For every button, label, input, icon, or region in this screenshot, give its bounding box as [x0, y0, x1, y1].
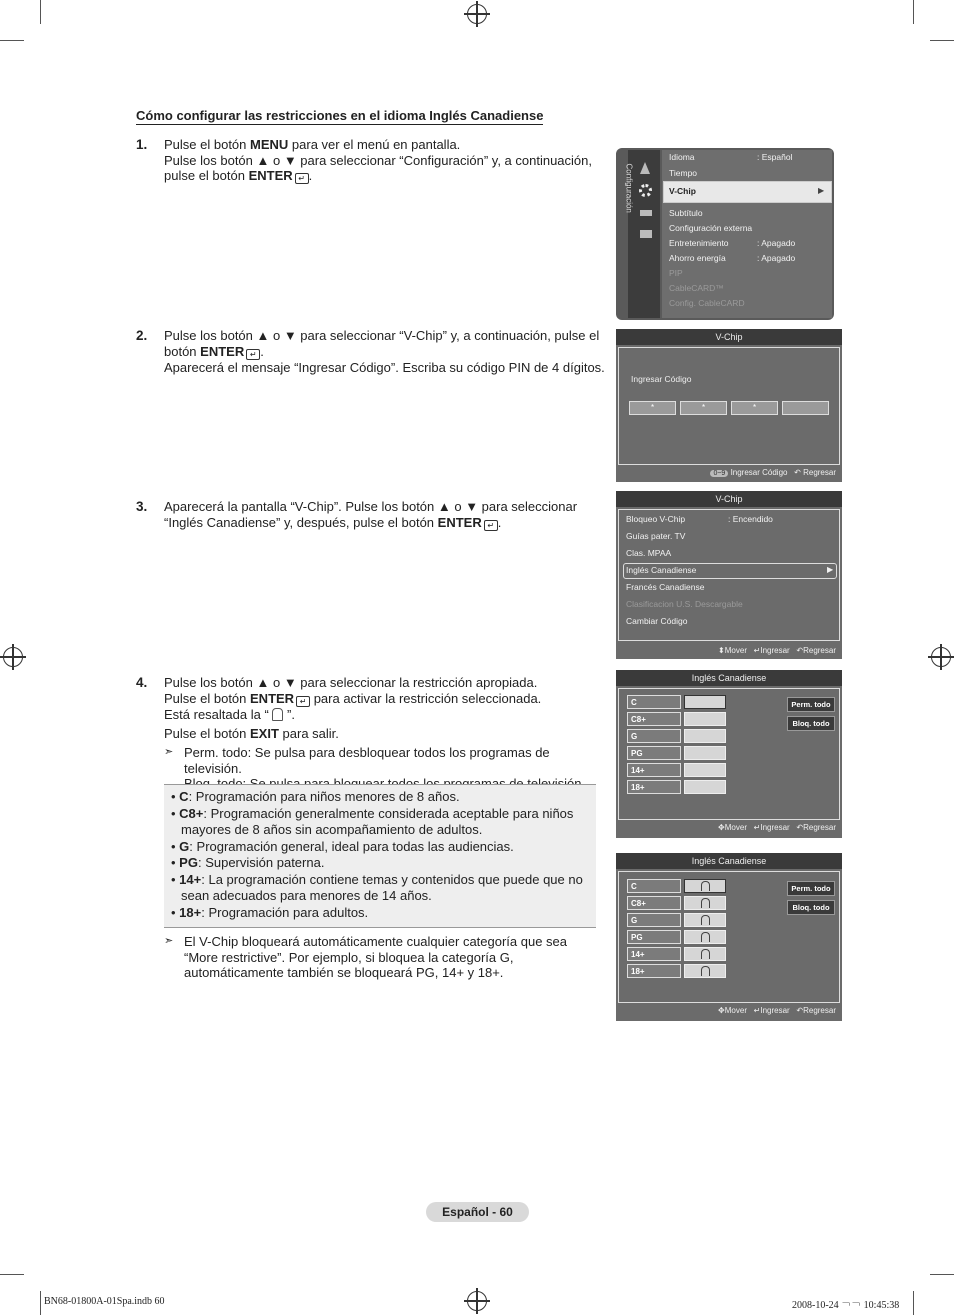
enter-icon: ↵ [296, 696, 310, 707]
registration-mark-icon [931, 647, 951, 667]
step-number: 3. [136, 499, 148, 514]
lock-icon [701, 966, 710, 976]
screen-body [618, 871, 840, 1003]
input-icon [640, 210, 652, 216]
rating-label: PG [627, 746, 681, 760]
app-icon [640, 230, 652, 238]
ratings-list [171, 789, 591, 921]
rating-label: G [627, 729, 681, 743]
menu-item[interactable]: Inglés Canadiense [626, 565, 697, 575]
crop-mark [0, 40, 24, 41]
registration-mark-icon [467, 4, 487, 24]
enter-icon: ↵ [484, 520, 498, 531]
menu-item[interactable]: Configuración externa [669, 223, 753, 233]
screen-body [618, 688, 840, 820]
menu-item[interactable]: Entretenimiento [669, 238, 729, 248]
step-number: 1. [136, 137, 148, 152]
screen-body [618, 347, 840, 465]
pin-digit-field[interactable]: * [629, 401, 676, 415]
page-number: Español - 60 [426, 1202, 529, 1222]
step-4-text: Pulse los botón ▲ o ▼ para seleccionar la restricción apropiada. Pulse el botón ENTER ↵ para activar la restricción seleccionada. Está resaltada la “ ”. Pulse el botón EXIT para salir. [164, 675, 542, 741]
menu-item[interactable]: Tiempo [669, 168, 698, 178]
screen-title: V-Chip [616, 329, 842, 345]
vchip-pin-screen [616, 329, 842, 482]
menu-item[interactable]: Config. CableCARD [669, 298, 745, 308]
return-icon: ↶ [796, 823, 804, 832]
rating-lock-cell[interactable] [684, 930, 726, 944]
lock-icon [701, 898, 710, 908]
bloq-todo-button[interactable]: Bloq. todo [787, 716, 835, 731]
perm-todo-button[interactable]: Perm. todo [787, 881, 835, 896]
rating-label: C [627, 879, 681, 893]
rating-item-cont: sean adecuados para menores de 14 años. [181, 888, 432, 903]
crop-mark [930, 1274, 954, 1275]
move-icon: ✥ [718, 1006, 725, 1015]
move-icon: ⬍ [718, 646, 725, 655]
rating-label: C8+ [627, 896, 681, 910]
section-heading: Cómo configurar las restricciones en el idioma Inglés Canadiense [136, 108, 544, 123]
screen-body [618, 509, 840, 641]
note-arrow-icon: ➣ [164, 746, 174, 758]
return-icon: ↶ [796, 1006, 804, 1015]
arrow-right-icon: ▶ [818, 186, 825, 195]
arrow-right-icon: ▶ [827, 565, 834, 574]
vchip-menu-screen [616, 491, 842, 659]
lock-icon [701, 932, 710, 942]
crop-mark [913, 1291, 914, 1315]
crop-mark [40, 0, 41, 24]
menu-item-value: : Encendido [728, 514, 773, 524]
return-icon: ↶ [796, 646, 804, 655]
menu-item[interactable]: Clasificacion U.S. Descargable [626, 599, 743, 609]
pin-prompt: Ingresar Código [631, 374, 692, 384]
note-2: El V-Chip bloqueará automáticamente cualquier categoría que sea “More restrictive”. Por ejemplo, si bloquea la categoría G, automáticamente también se bloqueará PG, 14+ y 18+. [184, 934, 568, 980]
return-icon: ↶ [794, 468, 801, 477]
crop-mark [0, 1274, 24, 1275]
menu-item[interactable]: PIP [669, 268, 683, 278]
pin-digit-field[interactable]: * [680, 401, 727, 415]
crop-mark [913, 0, 914, 24]
rating-cell[interactable] [684, 729, 726, 743]
screen-title: Inglés Canadiense [616, 853, 842, 869]
rating-cell[interactable] [684, 695, 726, 709]
enter-icon: ↵ [295, 173, 309, 184]
enter-icon: ↵ [753, 646, 761, 655]
menu-item[interactable]: CableCARD™ [669, 283, 724, 293]
menu-item[interactable]: Ahorro energía [669, 253, 726, 263]
rating-lock-cell[interactable] [684, 879, 726, 893]
pin-digit-field[interactable]: * [731, 401, 778, 415]
step-number: 4. [136, 675, 148, 690]
screen-footer: ⬍Mover ↵Ingresar ↶Regresar [718, 646, 836, 655]
menu-item[interactable]: Bloqueo V-Chip [626, 514, 686, 524]
rating-label: 14+ [627, 947, 681, 961]
screen-title: V-Chip [616, 491, 842, 507]
menu-item[interactable]: Clas. MPAA [626, 548, 672, 558]
crop-mark [40, 1291, 41, 1315]
menu-item[interactable]: Subtítulo [669, 208, 703, 218]
note-arrow-icon: ➣ [164, 935, 174, 947]
menu-item-value: : Apagado [757, 238, 796, 248]
rating-cell[interactable] [684, 712, 726, 726]
menu-item-value: : Apagado [757, 253, 796, 263]
configuracion-menu-screen [616, 148, 834, 320]
menu-item[interactable]: Guías pater. TV [626, 531, 686, 541]
step-3-text: Aparecerá la pantalla “V-Chip”. Pulse los botón ▲ o ▼ para seleccionar “Inglés Canadiense” y, después, pulse el botón ENTER ↵ . [164, 499, 578, 530]
crop-mark [930, 40, 954, 41]
bloq-todo-button[interactable]: Bloq. todo [787, 900, 835, 915]
menu-item[interactable]: Idioma [669, 152, 695, 162]
ingles-canadiense-locked-screen [616, 853, 842, 1021]
step-2-text: Pulse los botón ▲ o ▼ para seleccionar “V-Chip” y, a continuación, pulse el botón ENTER ↵ . Aparecerá el mensaje “Ingresar Código”. Escriba su código PIN de 4 dígitos. [164, 328, 605, 375]
rating-item: • C8+: Programación generalmente considerada aceptable para niños [171, 805, 574, 821]
registration-mark-icon [3, 647, 23, 667]
menu-item[interactable]: V-Chip [669, 186, 696, 196]
lock-icon [272, 708, 283, 721]
move-icon: ✥ [718, 823, 725, 832]
side-label: Configuración [624, 163, 634, 213]
lock-icon [701, 915, 710, 925]
screen-footer: ✥Mover ↵Ingresar ↶Regresar [718, 823, 836, 832]
menu-item[interactable]: Francés Canadiense [626, 582, 705, 592]
perm-todo-button[interactable]: Perm. todo [787, 697, 835, 712]
enter-icon: ↵ [246, 349, 260, 360]
rating-item: • G: Programación general, ideal para todas las audiencias. [171, 838, 514, 854]
rating-item: • C: Programación para niños menores de 8 años. [171, 789, 460, 804]
enter-icon: ↵ [753, 1006, 761, 1015]
step-1-text: Pulse el botón MENU para ver el menú en pantalla. Pulse los botón ▲ o ▼ para seleccionar “Configuración” y, a continuación, pulse el botón ENTER ↵ . [164, 137, 592, 183]
note-1: Perm. todo: Se pulsa para desbloquear todos los programas de televisión. [184, 745, 550, 776]
lock-icon [701, 881, 710, 891]
rating-label: 14+ [627, 763, 681, 777]
rating-item: • 14+: La programación contiene temas y contenidos que puede que no [171, 871, 583, 887]
rating-cell[interactable] [684, 780, 726, 794]
ingles-canadiense-screen [616, 670, 842, 838]
gear-icon [639, 184, 652, 197]
rating-cell[interactable] [684, 763, 726, 777]
number-keys-icon: 0~9 [710, 470, 728, 477]
registration-mark-icon [467, 1291, 487, 1311]
step-number: 2. [136, 328, 148, 343]
rating-lock-cell[interactable] [684, 913, 726, 927]
screen-footer: 0~9 Ingresar Código ↶ Regresar [710, 468, 836, 477]
screen-title: Inglés Canadiense [616, 670, 842, 686]
rating-item: • PG: Supervisión paterna. [171, 855, 325, 870]
footer-date: 2008-10-24 ￢￢ 10:45:38 [792, 1300, 900, 1311]
rating-label: G [627, 913, 681, 927]
rating-label: 18+ [627, 780, 681, 794]
rating-label: PG [627, 930, 681, 944]
rating-item-cont: mayores de 8 años sin acompañamiento de adultos. [181, 822, 483, 837]
enter-icon: ↵ [753, 823, 761, 832]
menu-item-value: : Español [757, 152, 793, 162]
rating-label: 18+ [627, 964, 681, 978]
menu-item[interactable]: Cambiar Código [626, 616, 688, 626]
lock-icon [701, 949, 710, 959]
screen-footer: ✥Mover ↵Ingresar ↶Regresar [718, 1006, 836, 1015]
rating-lock-cell[interactable] [684, 964, 726, 978]
rating-label: C8+ [627, 712, 681, 726]
rating-label: C [627, 695, 681, 709]
rating-lock-cell[interactable] [684, 947, 726, 961]
rating-cell[interactable] [684, 746, 726, 760]
pin-digit-field[interactable] [782, 401, 829, 415]
rating-lock-cell[interactable] [684, 896, 726, 910]
footer-file: BN68-01800A-01Spa.indb 60 [44, 1296, 165, 1307]
rating-item: • 18+: Programación para adultos. [171, 904, 369, 920]
